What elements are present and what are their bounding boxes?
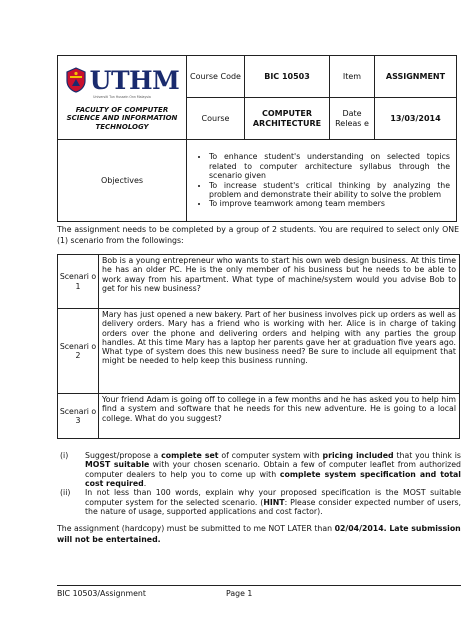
uthm-crest-icon bbox=[65, 67, 87, 93]
task-text-part: . bbox=[143, 479, 147, 489]
task-item bbox=[57, 451, 461, 488]
footer-course-code: BIC 10503/Assignment bbox=[57, 589, 146, 598]
task-text-part: Suggest/propose a bbox=[85, 451, 162, 460]
footer-page-number: Page 1 bbox=[226, 589, 253, 598]
scenario-label: Scenari o 1 bbox=[58, 255, 99, 309]
task-text-part: : Please consider expected number of users, the nature of usage, supported applications and cost factor). bbox=[85, 497, 461, 517]
task-number: (ii) bbox=[60, 488, 71, 498]
task-text-part: In not less than 100 words, explain why your proposed specification is the MOST suitable computer system for the selected scenario. ( bbox=[85, 488, 461, 507]
item-label: Item bbox=[330, 56, 375, 98]
uthm-logo bbox=[62, 65, 182, 95]
objective-item: • To increase student's critical thinking by analyzing the problem and demonstrate their ability to solve the problem bbox=[209, 181, 450, 200]
task-text-part: with your chosen scenario. Obtain a few of computer leaflet from authorized computer dealers to help you to come up with bbox=[85, 460, 461, 479]
task-text bbox=[85, 451, 461, 488]
objectives-label: Objectives bbox=[58, 140, 187, 222]
task-number: (i) bbox=[60, 451, 69, 460]
scenario-text: Bob is a young entrepreneur who wants to start his own web design business. At this time he has an older PC. He is the only member of his business but he needs to be able to work away from his apartment. What type of machine/system would you advise Bob to get for his new business? bbox=[99, 255, 460, 309]
footer-divider bbox=[57, 585, 461, 586]
task-item bbox=[57, 488, 461, 516]
date-label: Date Releas e bbox=[330, 98, 375, 140]
course-code-label: Course Code bbox=[187, 56, 245, 98]
scenario-table bbox=[57, 254, 460, 439]
task-text-part: that you think is bbox=[393, 451, 461, 460]
scenario-label: Scenari o 3 bbox=[58, 394, 99, 439]
deadline-part: The assignment (hardcopy) must be submitted to me NOT LATER than bbox=[57, 524, 335, 533]
objective-item: • To enhance student's understanding on selected topics related to computer architecture syllabus through the scenario given bbox=[209, 152, 450, 180]
task-list bbox=[57, 451, 461, 516]
logo-wordmark: UTHM bbox=[89, 65, 180, 95]
scenario-text: Mary has just opened a new bakery. Part of her business involves pick up orders as well as delivery orders. Mary has a friend who is working with her. Alice is in charge of taking orders over the phone and delivering orders and helping with any parties the group handles. At this time Mary has a laptop her parents gave her at graduation five years ago. What type of system does this new business need? Be sure to include all equipment that might be needed to help keep this business running. bbox=[99, 309, 460, 394]
logo-subtext: Universiti Tun Hussein Onn Malaysia bbox=[93, 95, 151, 100]
task-text-bold: HINT bbox=[263, 497, 285, 507]
task-text-part: of computer system with bbox=[218, 451, 323, 460]
objectives-list bbox=[187, 140, 457, 222]
task-text-bold: pricing included bbox=[322, 451, 394, 460]
header-table bbox=[57, 55, 457, 222]
date-value: 13/03/2014 bbox=[375, 98, 457, 140]
scenario-label: Scenari o 2 bbox=[58, 309, 99, 394]
task-text-bold: complete set bbox=[161, 451, 219, 460]
course-label: Course bbox=[187, 98, 245, 140]
objective-item: • To improve teamwork among team members bbox=[209, 199, 450, 208]
intro-text: The assignment needs to be completed by a group of 2 students. You are required to select only ONE (1) scenario from the followings: bbox=[57, 225, 459, 245]
course-value: COMPUTER ARCHITECTURE bbox=[245, 98, 330, 140]
task-text bbox=[85, 488, 461, 516]
task-text-bold: MOST suitable bbox=[85, 460, 150, 470]
scenario-text: Your friend Adam is going off to college in a few months and he has asked you to help him find a system and software that he needs for this new adventure. He is going to a local college. What do you suggest? bbox=[99, 394, 460, 439]
logo-cell bbox=[58, 56, 187, 140]
item-value: ASSIGNMENT bbox=[375, 56, 457, 98]
deadline-text bbox=[57, 524, 461, 545]
task-text-bold: complete system specification and total cost required bbox=[85, 469, 461, 489]
deadline-bold: 02/04/2014. Late submission will not be entertained. bbox=[57, 524, 461, 544]
course-code-value: BIC 10503 bbox=[245, 56, 330, 98]
faculty-name: FACULTY OF COMPUTER SCIENCE AND INFORMATION TECHNOLOGY bbox=[66, 105, 178, 131]
